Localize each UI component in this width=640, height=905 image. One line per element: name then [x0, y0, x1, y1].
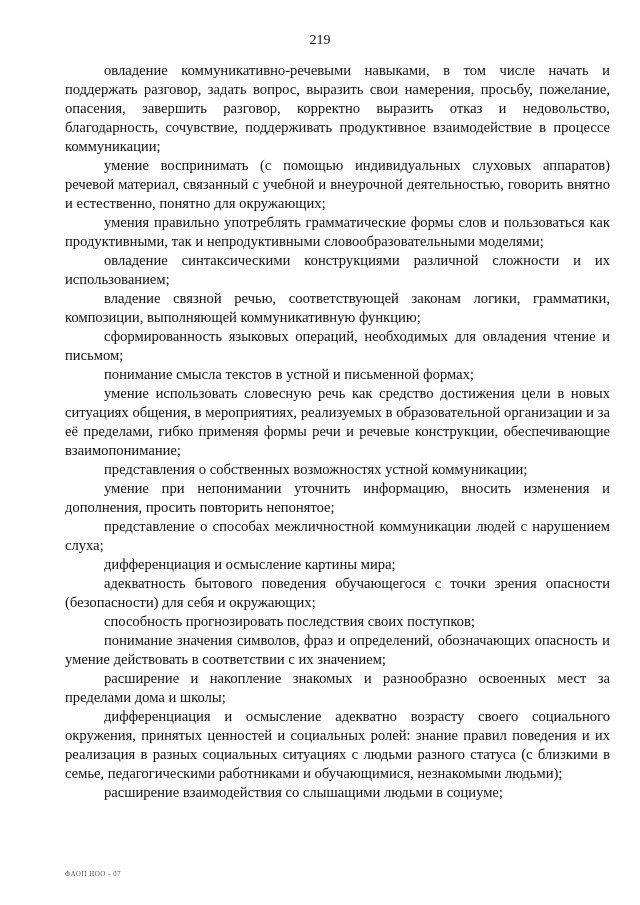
footer-code: ФАОП НОО - 07 — [65, 870, 122, 878]
paragraph: владение связной речью, соответствующей законам логики, грамматики, композиции, выполняющей коммуникативную функцию; — [65, 291, 610, 326]
document-body — [65, 62, 610, 803]
paragraph: представление о способах межличностной коммуникации людей с нарушением слуха; — [65, 519, 610, 554]
paragraph: представления о собственных возможностях устной коммуникации; — [104, 462, 528, 478]
paragraph: сформированность языковых операций, необходимых для овладения чтение и письмом; — [65, 329, 610, 364]
paragraph: адекватность бытового поведения обучающегося с точки зрения опасности (безопасности) для себя и окружающих; — [65, 576, 610, 611]
paragraph: дифференциация и осмысление картины мира; — [104, 557, 396, 573]
paragraph: умение использовать словесную речь как средство достижения цели в новых ситуациях общения, в мероприятиях, реализуемых в образовательной организации и за её пределами, гибко применяя формы речи и речевые конструкции, обеспечивающие взаимопонимание; — [65, 386, 610, 459]
paragraph: расширение и накопление знакомых и разнообразно освоенных мест за пределами дома и школы; — [65, 671, 610, 706]
paragraph: понимание значения символов, фраз и определений, обозначающих опасность и умение действовать в соответствии с их значением; — [65, 633, 610, 668]
paragraph: умение при непонимании уточнить информацию, вносить изменения и дополнения, просить повторить непонятое; — [65, 481, 610, 516]
page-number: 219 — [309, 33, 331, 48]
paragraph: овладение коммуникативно-речевыми навыками, в том числе начать и поддержать разговор, задать вопрос, выразить свои намерения, просьбу, пожелание, опасения, завершить разговор, корректно выразить отказ и недовольство, благодарность, сочувствие, поддерживать продуктивное взаимодействие в процессе коммуникации; — [65, 63, 610, 155]
paragraph: понимание смысла текстов в устной и письменной формах; — [104, 367, 474, 383]
paragraph: дифференциация и осмысление адекватно возрасту своего социального окружения, принятых ценностей и социальных ролей: знание правил поведения и их реализация в разных социальных ситуациях с людьми разного статуса (с близкими в семье, педагогическими работниками и обучающимися, незнакомыми людьми); — [65, 709, 610, 782]
paragraph: овладение синтаксическими конструкциями различной сложности и их использованием; — [65, 253, 610, 288]
paragraph: расширение взаимодействия со слышащими людьми в социуме; — [104, 785, 503, 801]
paragraph: умения правильно употреблять грамматические формы слов и пользоваться как продуктивными, так и непродуктивными словообразовательными моделями; — [65, 215, 610, 250]
paragraph: способность прогнозировать последствия своих поступков; — [104, 614, 475, 630]
paragraph: умение воспринимать (с помощью индивидуальных слуховых аппаратов) речевой материал, связанный с учебной и внеурочной деятельностью, говорить внятно и естественно, понятно для окружающих; — [65, 158, 610, 212]
